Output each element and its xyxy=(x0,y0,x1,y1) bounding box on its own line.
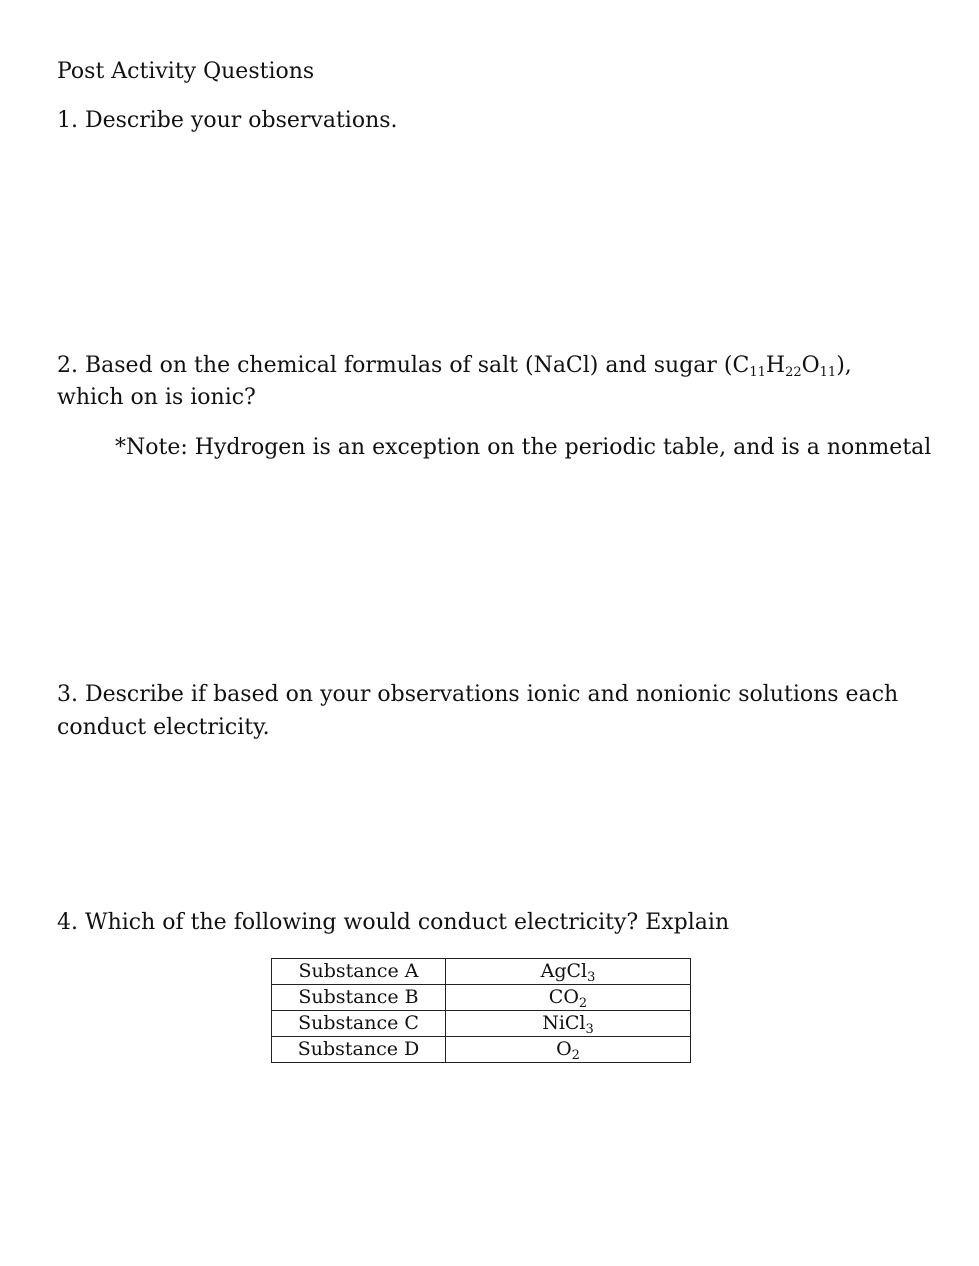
formula-text: O xyxy=(556,1038,572,1060)
hydrogen-subscript: 22 xyxy=(785,365,802,380)
substance-table xyxy=(271,958,691,1063)
carbon-subscript: 11 xyxy=(749,365,766,380)
substance-name: Substance C xyxy=(272,1011,446,1037)
table-row xyxy=(272,1037,691,1063)
question-2-text-end: ), which on is ionic? xyxy=(57,353,852,410)
page-title: Post Activity Questions xyxy=(57,59,315,84)
substance-name: Substance B xyxy=(272,985,446,1011)
hydrogen-symbol: H xyxy=(765,353,786,378)
question-4: 4. Which of the following would conduct electricity? Explain xyxy=(57,910,730,935)
substance-formula xyxy=(446,1037,691,1063)
oxygen-subscript: 11 xyxy=(819,365,837,380)
substance-formula xyxy=(446,959,691,985)
question-2-text-start: 2. Based on the chemical formulas of salt (NaCl) and sugar (C xyxy=(57,353,750,378)
table-row xyxy=(272,985,691,1011)
hydrogen-note: *Note: Hydrogen is an exception on the periodic table, and is a nonmetal xyxy=(115,435,932,460)
substance-formula xyxy=(446,1011,691,1037)
formula-subscript: 3 xyxy=(585,1022,594,1037)
table-row xyxy=(272,1011,691,1037)
substance-formula xyxy=(446,985,691,1011)
formula-subscript: 2 xyxy=(571,1048,580,1063)
table-row xyxy=(272,959,691,985)
formula-text: AgCl xyxy=(540,960,588,982)
formula-text: NiCl xyxy=(542,1012,586,1034)
question-1: 1. Describe your observations. xyxy=(57,108,398,133)
oxygen-symbol: O xyxy=(801,353,820,378)
question-3: 3. Describe if based on your observations ionic and nonionic solutions each conduct electricity. xyxy=(57,682,899,740)
formula-subscript: 2 xyxy=(578,996,588,1011)
substance-name: Substance A xyxy=(272,959,446,985)
question-2 xyxy=(57,350,897,414)
formula-text: CO xyxy=(548,986,579,1008)
substance-name: Substance D xyxy=(272,1037,446,1063)
formula-subscript: 3 xyxy=(587,970,596,985)
